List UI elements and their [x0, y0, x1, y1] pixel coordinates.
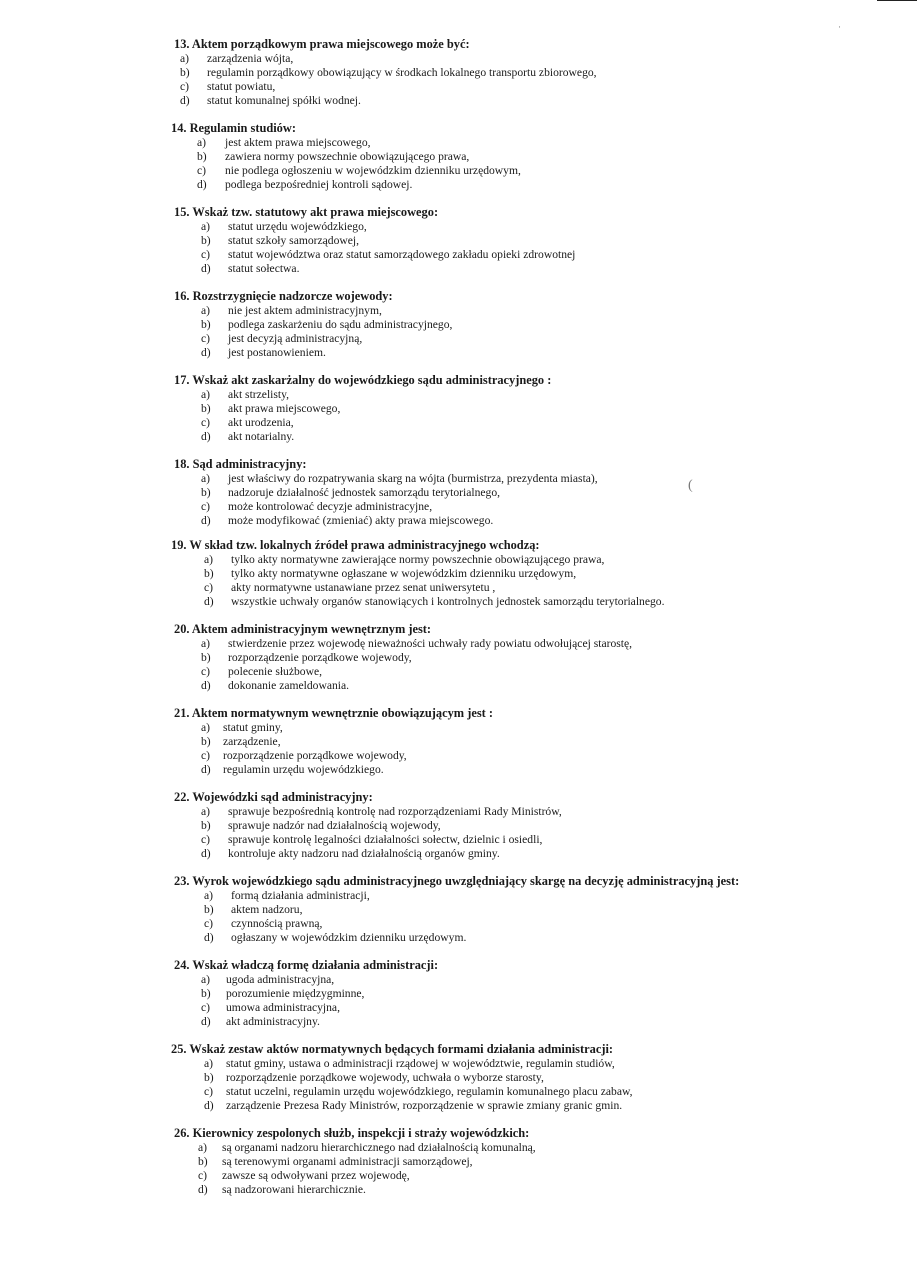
- option-text: akt strzelisty,: [228, 387, 290, 401]
- option-letter: c): [201, 748, 211, 762]
- answer-option: [201, 847, 500, 861]
- option-text: tylko akty normatywne ogłaszane w wojewódzkim dzienniku urzędowym,: [231, 566, 577, 580]
- option-text: może kontrolować decyzje administracyjne,: [228, 499, 433, 513]
- option-letter: b): [201, 401, 211, 415]
- option-text: statut uczelni, regulamin urzędu wojewódzkiego, regulamin komunalnego placu zabaw,: [226, 1084, 633, 1098]
- option-text: jest aktem prawa miejscowego,: [225, 135, 371, 149]
- answer-option: [201, 735, 281, 749]
- option-letter: b): [201, 317, 211, 331]
- answer-option: [204, 1099, 622, 1113]
- answer-option: [197, 178, 412, 192]
- answer-option: [204, 889, 370, 903]
- option-text: jest właściwy do rozpatrywania skarg na wójta (burmistrza, prezydenta miasta),: [228, 471, 598, 485]
- answer-option: [204, 903, 302, 917]
- option-letter: d): [201, 430, 211, 444]
- answer-option: [204, 931, 466, 945]
- answer-option: [180, 94, 361, 108]
- question-title: 19. W skład tzw. lokalnych źródeł prawa administracyjnego wchodzą:: [171, 538, 540, 552]
- question-title: 14. Regulamin studiów:: [171, 121, 296, 135]
- option-text: jest postanowieniem.: [228, 346, 326, 360]
- option-text: sprawuje nadzór nad działalnością wojewody,: [228, 818, 441, 832]
- answer-option: [197, 136, 371, 150]
- option-letter: b): [198, 1154, 208, 1168]
- option-letter: d): [201, 847, 211, 861]
- option-letter: c): [201, 832, 211, 846]
- option-text: statut powiatu,: [207, 79, 276, 93]
- answer-option: [201, 304, 382, 318]
- answer-option: [201, 973, 334, 987]
- option-text: są terenowymi organami administracji samorządowej,: [222, 1154, 473, 1168]
- option-letter: d): [201, 679, 211, 693]
- option-letter: d): [204, 1099, 214, 1113]
- option-text: ogłaszany w wojewódzkim dzienniku urzędowym.: [231, 931, 467, 945]
- answer-option: [201, 262, 299, 276]
- answer-option: [201, 721, 283, 735]
- option-text: regulamin porządkowy obowiązujący w środkach lokalnego transportu zbiorowego,: [207, 65, 597, 79]
- answer-option: [201, 679, 349, 693]
- answer-option: [201, 1015, 320, 1029]
- question-title: 16. Rozstrzygnięcie nadzorcze wojewody:: [174, 289, 393, 303]
- option-text: nie jest aktem administracyjnym,: [228, 303, 382, 317]
- answer-option: [201, 318, 452, 332]
- answer-option: [197, 150, 469, 164]
- option-letter: a): [197, 135, 207, 149]
- option-text: zarządzenie Prezesa Rady Ministrów, rozporządzenie w sprawie zmiany granic gmin.: [226, 1099, 623, 1113]
- answer-option: [201, 430, 294, 444]
- option-text: aktem nadzoru,: [231, 902, 303, 916]
- option-letter: d): [201, 1015, 211, 1029]
- option-letter: b): [201, 650, 211, 664]
- answer-option: [201, 637, 632, 651]
- option-text: może modyfikować (zmieniać) akty prawa miejscowego.: [228, 514, 494, 528]
- scan-artifact-line: [877, 0, 917, 1]
- question-title: 17. Wskaż akt zaskarżalny do wojewódzkiego sądu administracyjnego :: [174, 373, 552, 387]
- option-letter: c): [198, 1168, 208, 1182]
- answer-option: [201, 763, 384, 777]
- answer-option: [201, 805, 562, 819]
- answer-option: [201, 833, 542, 847]
- question-title: 13. Aktem porządkowym prawa miejscowego może być:: [174, 37, 470, 51]
- option-letter: a): [201, 219, 211, 233]
- option-text: polecenie służbowe,: [228, 664, 323, 678]
- option-text: zarządzenia wójta,: [207, 51, 294, 65]
- option-text: ugoda administracyjna,: [226, 972, 335, 986]
- question-title: 22. Wojewódzki sąd administracyjny:: [174, 790, 373, 804]
- answer-option: [201, 987, 364, 1001]
- option-text: nadzoruje działalność jednostek samorządu terytorialnego,: [228, 485, 501, 499]
- option-text: sprawuje bezpośrednią kontrolę nad rozporządzeniami Rady Ministrów,: [228, 804, 562, 818]
- question-title: 23. Wyrok wojewódzkiego sądu administracyjnego uwzględniający skargę na decyzję administracyjną jest:: [174, 874, 740, 888]
- answer-option: [204, 553, 604, 567]
- option-letter: c): [201, 1000, 211, 1014]
- answer-option: [201, 819, 441, 833]
- option-letter: d): [201, 763, 211, 777]
- option-letter: a): [201, 720, 211, 734]
- option-letter: b): [197, 149, 207, 163]
- option-letter: c): [180, 79, 190, 93]
- option-text: nie podlega ogłoszeniu w wojewódzkim dzienniku urzędowym,: [225, 163, 521, 177]
- option-letter: a): [204, 1056, 214, 1070]
- option-letter: b): [180, 65, 190, 79]
- answer-option: [180, 66, 597, 80]
- option-letter: a): [204, 552, 214, 566]
- option-letter: c): [201, 415, 211, 429]
- option-letter: d): [197, 178, 207, 192]
- option-letter: d): [204, 595, 214, 609]
- option-text: są organami nadzoru hierarchicznego nad działalnością komunalną,: [222, 1140, 536, 1154]
- answer-option: [201, 1001, 340, 1015]
- question-title: 15. Wskaż tzw. statutowy akt prawa miejscowego:: [174, 205, 439, 219]
- option-text: zawiera normy powszechnie obowiązującego prawa,: [225, 149, 470, 163]
- option-text: są nadzorowani hierarchicznie.: [222, 1183, 366, 1197]
- option-letter: a): [201, 303, 211, 317]
- option-text: rozporządzenie porządkowe wojewody,: [223, 748, 407, 762]
- option-letter: c): [204, 916, 214, 930]
- answer-option: [180, 52, 293, 66]
- answer-option: [201, 220, 367, 234]
- option-text: statut gminy, ustawa o administracji rządowej w województwie, regulamin studiów,: [226, 1056, 615, 1070]
- option-text: akt prawa miejscowego,: [228, 401, 341, 415]
- option-text: jest decyzją administracyjną,: [228, 331, 363, 345]
- answer-option: [204, 581, 495, 595]
- option-text: statut szkoły samorządowej,: [228, 233, 360, 247]
- answer-option: [180, 80, 275, 94]
- option-text: akt urodzenia,: [228, 415, 294, 429]
- option-letter: b): [201, 986, 211, 1000]
- option-text: podlega bezpośredniej kontroli sądowej.: [225, 178, 413, 192]
- answer-option: [201, 514, 493, 528]
- answer-option: [204, 917, 322, 931]
- option-letter: c): [204, 1084, 214, 1098]
- question-title: 21. Aktem normatywnym wewnętrznie obowiązującym jest :: [174, 706, 493, 720]
- option-letter: c): [201, 247, 211, 261]
- answer-option: [201, 500, 432, 514]
- option-letter: b): [201, 233, 211, 247]
- option-text: kontroluje akty nadzoru nad działalnością organów gminy.: [228, 847, 500, 861]
- option-letter: c): [201, 499, 211, 513]
- option-text: stwierdzenie przez wojewodę nieważności uchwały rady powiatu odwołującej starostę,: [228, 636, 633, 650]
- option-text: formą działania administracji,: [231, 888, 370, 902]
- option-letter: b): [201, 818, 211, 832]
- option-text: akty normatywne ustanawiane przez senat uniwersytetu ,: [231, 580, 496, 594]
- scan-pen-mark: (: [688, 478, 693, 493]
- option-text: rozporządzenie porządkowe wojewody, uchwała o wyborze starosty,: [226, 1070, 544, 1084]
- question-title: 18. Sąd administracyjny:: [174, 457, 307, 471]
- answer-option: [201, 234, 359, 248]
- question-title: 20. Aktem administracyjnym wewnętrznym jest:: [174, 622, 432, 636]
- option-text: zawsze są odwoływani przez wojewodę,: [222, 1168, 410, 1182]
- option-letter: a): [201, 972, 211, 986]
- answer-option: [201, 388, 289, 402]
- option-letter: a): [201, 471, 211, 485]
- option-letter: b): [204, 1070, 214, 1084]
- option-text: akt notarialny.: [228, 430, 295, 444]
- question-title: 26. Kierownicy zespolonych służb, inspekcji i straży wojewódzkich:: [174, 1126, 530, 1140]
- answer-option: [204, 567, 576, 581]
- option-letter: b): [204, 902, 214, 916]
- answer-option: [201, 486, 500, 500]
- answer-option: [201, 402, 340, 416]
- answer-option: [198, 1155, 473, 1169]
- option-text: tylko akty normatywne zawierające normy powszechnie obowiązującego prawa,: [231, 552, 605, 566]
- option-text: statut komunalnej spółki wodnej.: [207, 94, 361, 108]
- option-text: podlega zaskarżeniu do sądu administracyjnego,: [228, 317, 453, 331]
- option-text: akt administracyjny.: [226, 1015, 320, 1029]
- answer-option: [201, 749, 407, 763]
- answer-option: [197, 164, 521, 178]
- answer-option: [204, 1071, 544, 1085]
- answer-option: [204, 1085, 633, 1099]
- option-letter: d): [204, 931, 214, 945]
- answer-option: [198, 1169, 410, 1183]
- answer-option: [201, 665, 322, 679]
- option-letter: a): [201, 387, 211, 401]
- option-letter: c): [201, 664, 211, 678]
- option-text: czynnością prawną,: [231, 916, 323, 930]
- option-letter: b): [201, 485, 211, 499]
- option-text: dokonanie zameldowania.: [228, 679, 350, 693]
- answer-option: [201, 332, 362, 346]
- scan-speck-mark: ·: [838, 22, 841, 32]
- answer-option: [201, 651, 412, 665]
- option-text: zarządzenie,: [223, 734, 281, 748]
- question-title: 25. Wskaż zestaw aktów normatywnych będących formami działania administracji:: [171, 1042, 614, 1056]
- answer-option: [201, 248, 575, 262]
- option-letter: d): [201, 346, 211, 360]
- answer-option: [204, 1057, 615, 1071]
- question-title: 24. Wskaż władczą formę działania administracji:: [174, 958, 439, 972]
- option-letter: d): [180, 94, 190, 108]
- option-text: sprawuje kontrolę legalności działalności sołectw, dzielnic i osiedli,: [228, 832, 543, 846]
- option-text: statut województwa oraz statut samorządowego zakładu opieki zdrowotnej: [228, 247, 576, 261]
- option-letter: b): [201, 734, 211, 748]
- option-letter: c): [204, 580, 214, 594]
- option-text: statut gminy,: [223, 720, 283, 734]
- option-letter: a): [180, 51, 190, 65]
- option-text: statut sołectwa.: [228, 262, 300, 276]
- option-letter: a): [201, 636, 211, 650]
- option-letter: d): [201, 514, 211, 528]
- option-text: umowa administracyjna,: [226, 1000, 340, 1014]
- option-text: porozumienie międzygminne,: [226, 986, 365, 1000]
- option-letter: b): [204, 566, 214, 580]
- option-text: wszystkie uchwały organów stanowiących i kontrolnych jednostek samorządu terytorialnego.: [231, 595, 665, 609]
- option-letter: a): [198, 1140, 208, 1154]
- answer-option: [201, 416, 294, 430]
- option-letter: d): [201, 262, 211, 276]
- option-letter: a): [201, 804, 211, 818]
- answer-option: [198, 1183, 366, 1197]
- option-letter: c): [201, 331, 211, 345]
- answer-option: [201, 472, 598, 486]
- option-letter: c): [197, 163, 207, 177]
- answer-option: [201, 346, 326, 360]
- option-letter: d): [198, 1183, 208, 1197]
- option-text: statut urzędu wojewódzkiego,: [228, 219, 367, 233]
- option-text: regulamin urzędu wojewódzkiego.: [223, 763, 384, 777]
- option-text: rozporządzenie porządkowe wojewody,: [228, 650, 412, 664]
- option-letter: a): [204, 888, 214, 902]
- answer-option: [204, 595, 664, 609]
- answer-option: [198, 1141, 536, 1155]
